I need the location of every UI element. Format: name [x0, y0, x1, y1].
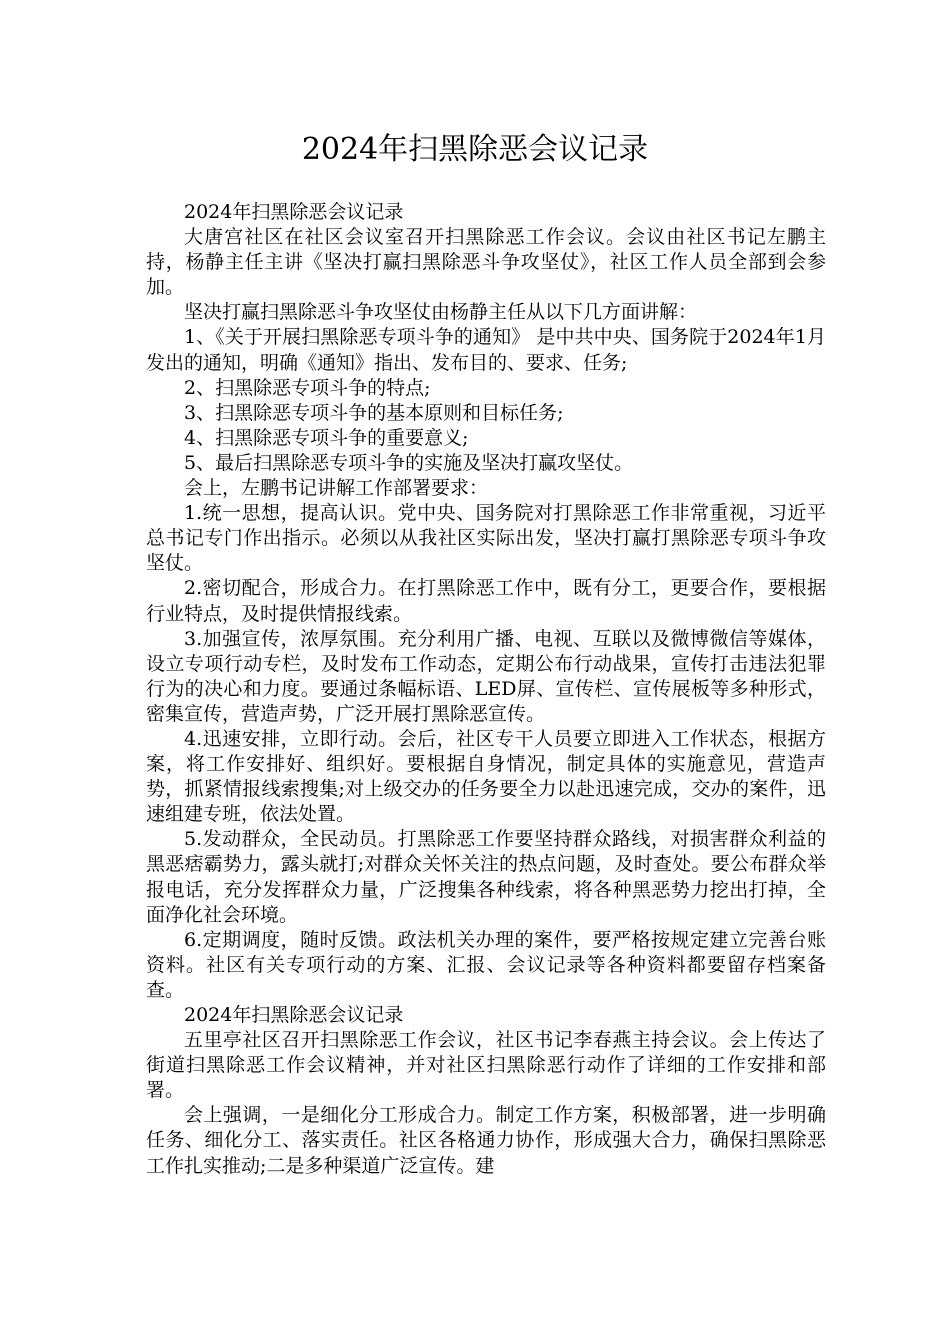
paragraph: 2.密切配合，形成合力。在打黑除恶工作中，既有分工，更要合作，要根据行业特点，及时提供情报线索。 — [146, 577, 826, 625]
paragraph: 2、扫黑除恶专项斗争的特点; — [184, 376, 431, 399]
paragraph: 1、《关于开展扫黑除恶专项斗争的通知》 是中共中央、国务院于2024年1月发出的通知，明确《通知》指出、发布目的、要求、任务; — [146, 326, 826, 374]
paragraph: 大唐宫社区在社区会议室召开扫黑除恶工作会议。会议由社区书记左鹏主持，杨静主任主讲《坚决打赢扫黑除恶斗争攻坚仗》，社区工作人员全部到会参加。 — [146, 226, 826, 299]
paragraph: 5、最后扫黑除恶专项斗争的实施及坚决打赢攻坚仗。 — [184, 451, 634, 474]
paragraph: 2024年扫黑除恶会议记录 — [184, 201, 404, 223]
paragraph: 3、扫黑除恶专项斗争的基本原则和目标任务; — [184, 401, 564, 424]
paragraph: 坚决打赢扫黑除恶斗争攻坚仗由杨静主任从以下几方面讲解： — [184, 301, 698, 324]
paragraph: 5.发动群众，全民动员。打黑除恶工作要坚持群众路线，对损害群众利益的黑恶痞霸势力，露头就打;对群众关怀关注的热点问题，及时查处。要公布群众举报电话，充分发挥群众力量，广泛搜集各种线索，将各种黑恶势力挖出打掉，全面净化社会环境。 — [146, 828, 826, 926]
document-title: 2024年扫黑除恶会议记录 — [301, 132, 649, 167]
paragraph: 4.迅速安排，立即行动。会后，社区专干人员要立即进入工作状态，根据方案，将工作安排好、组织好。要根据自身情况，制定具体的实施意见，营造声势，抓紧情报线索搜集;对上级交办的任务要全力以赴迅速完成，交办的案件，迅速组建专班，依法处置。 — [146, 727, 826, 826]
paragraph: 4、扫黑除恶专项斗争的重要意义; — [184, 426, 469, 449]
paragraph: 五里亭社区召开扫黑除恶工作会议，社区书记李春燕主持会议。会上传达了街道扫黑除恶工作会议精神，并对社区扫黑除恶行动作了详细的工作安排和部署。 — [146, 1029, 826, 1102]
paragraph: 3.加强宣传，浓厚氛围。充分利用广播、电视、互联以及微博微信等媒体，设立专项行动专栏，及时发布工作动态，定期公布行动战果，宣传打击违法犯罪行为的决心和力度。要通过条幅标语、LED屏、宣传栏、宣传展板等多种形式，密集宣传，营造声势，广泛开展打黑除恶宣传。 — [146, 627, 826, 725]
paragraph: 会上强调，一是细化分工形成合力。制定工作方案，积极部署，进一步明确任务、细化分工、落实责任。社区各格通力协作，形成强大合力，确保扫黑除恶工作扎实推动;二是多种渠道广泛宣传。建 — [146, 1104, 826, 1177]
document-body — [146, 200, 826, 1179]
paragraph: 2024年扫黑除恶会议记录 — [184, 1004, 404, 1026]
paragraph: 6.定期调度，随时反馈。政法机关办理的案件，要严格按规定建立完善台账资料。社区有关专项行动的方案、汇报、会议记录等各种资料都要留存档案备查。 — [146, 928, 826, 1001]
paragraph: 1.统一思想，提高认识。党中央、国务院对打黑除恶工作非常重视，习近平总书记专门作出指示。必须以从我社区实际出发，坚决打赢打黑除恶专项斗争攻坚仗。 — [146, 502, 826, 575]
paragraph: 会上，左鹏书记讲解工作部署要求： — [184, 477, 489, 500]
